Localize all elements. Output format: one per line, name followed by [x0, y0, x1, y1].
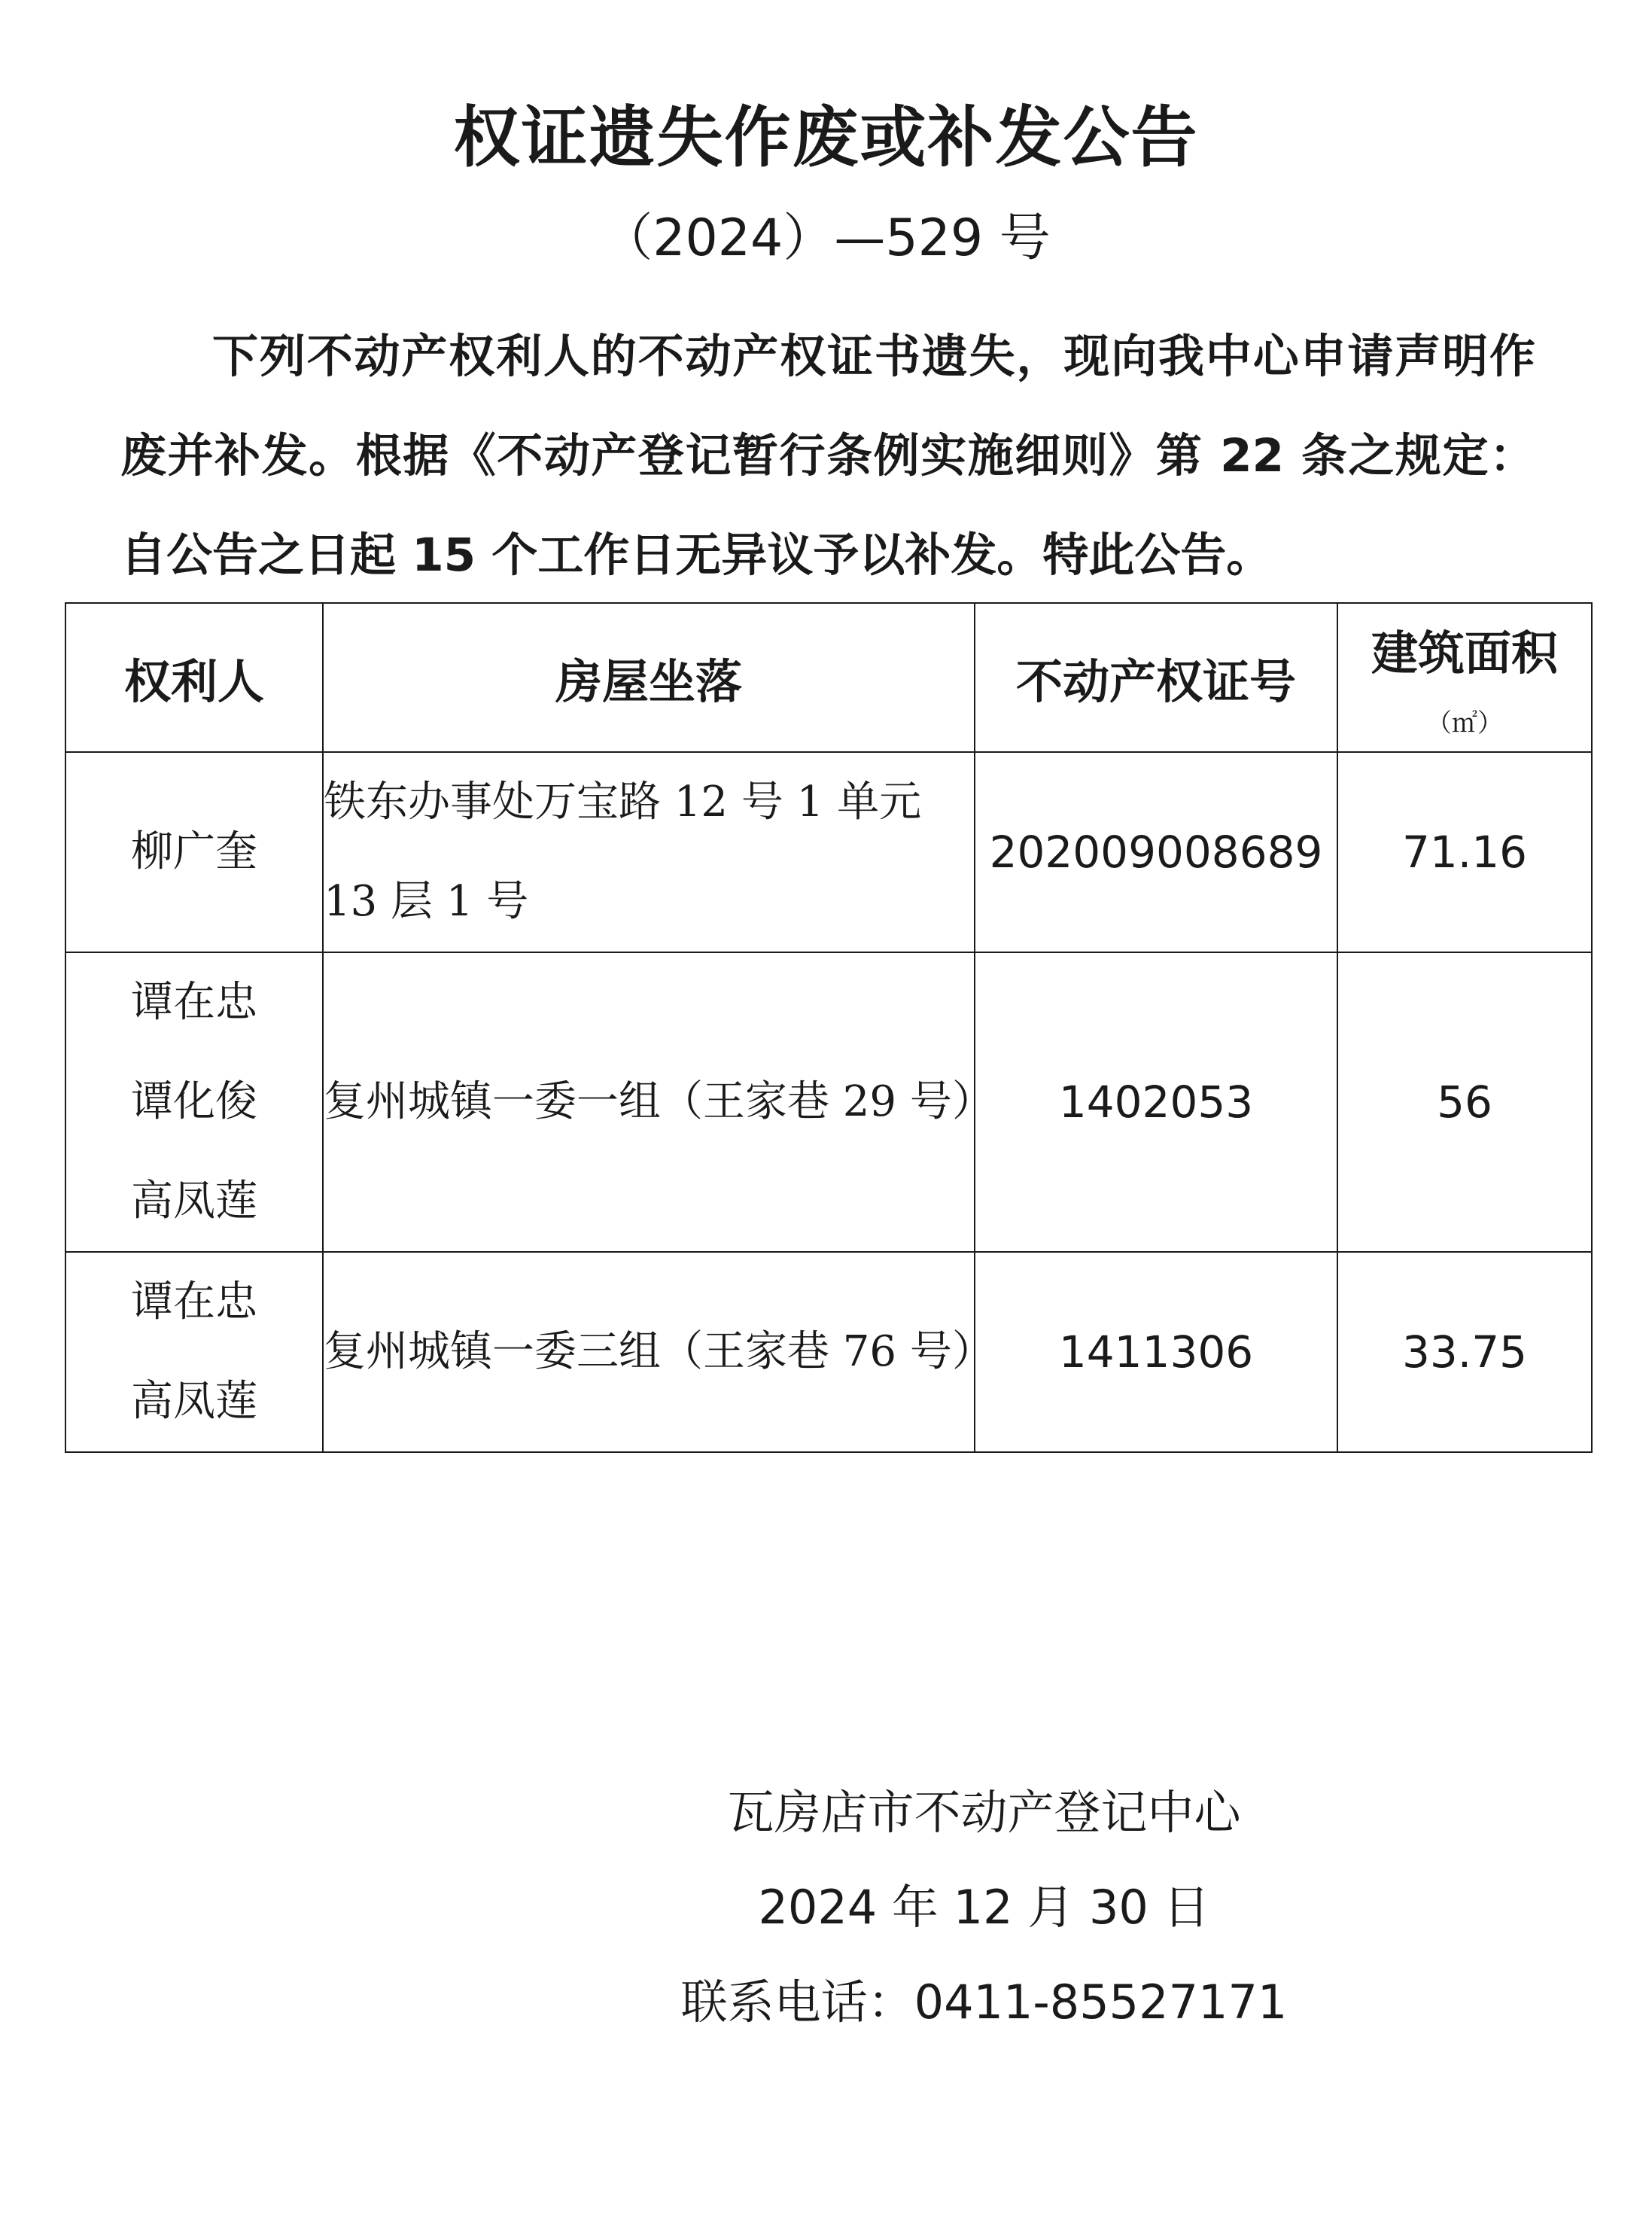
table-row: [65, 952, 1592, 1252]
table-row: [65, 1252, 1592, 1452]
header-area-label: 建筑面积: [1371, 626, 1558, 681]
notice-title: 权证遗失作废或补发公告: [453, 99, 1199, 176]
location-cell: 复州城镇一委三组（王家巷 76 号）: [323, 1252, 975, 1452]
owner-cell: [65, 952, 323, 1252]
owner-name: 柳广奎: [131, 827, 257, 876]
area-cell: 33.75: [1337, 1252, 1592, 1452]
header-area-unit: （㎡）: [1426, 708, 1503, 738]
certificate-cell: 202009008689: [975, 752, 1337, 952]
owner-cell: [65, 752, 323, 952]
certificate-cell: 1402053: [975, 952, 1337, 1252]
header-certificate: 不动产权证号: [975, 603, 1337, 752]
table-row: [65, 752, 1592, 952]
notice-number: （2024）—529 号: [601, 209, 1051, 268]
certificate-table: [65, 602, 1593, 1453]
location-cell: 复州城镇一委一组（王家巷 29 号）: [323, 952, 975, 1252]
location-cell: 铁东办事处万宝路 12 号 1 单元 13 层 1 号: [323, 752, 975, 952]
owner-cell: [65, 1252, 323, 1452]
certificate-cell: 1411306: [975, 1252, 1337, 1452]
notice-intro-paragraph: 下列不动产权利人的不动产权证书遗失，现向我中心申请声明作废并补发。根据《不动产登记暂行条例实施细则》第 22 条之规定：自公告之日起 15 个工作日无异议予以补发。特此公告。: [120, 330, 1535, 582]
header-owner: 权利人: [65, 603, 323, 752]
owner-name: 谭在忠: [131, 1277, 257, 1326]
area-cell: 56: [1337, 952, 1592, 1252]
table-header-row: [65, 603, 1592, 752]
owner-name: 高凤莲: [131, 1177, 257, 1226]
owner-name: 谭在忠: [131, 978, 257, 1027]
header-area: [1337, 603, 1592, 752]
header-location: 房屋坐落: [323, 603, 975, 752]
issue-date: 2024 年 12 月 30 日: [758, 1880, 1210, 1935]
issuer-name: 瓦房店市不动产登记中心: [727, 1785, 1241, 1840]
owner-name: 高凤莲: [131, 1377, 257, 1426]
contact-phone: 联系电话：0411-85527171: [680, 1975, 1288, 2030]
area-cell: 71.16: [1337, 752, 1592, 952]
owner-name: 谭化俊: [131, 1077, 257, 1126]
